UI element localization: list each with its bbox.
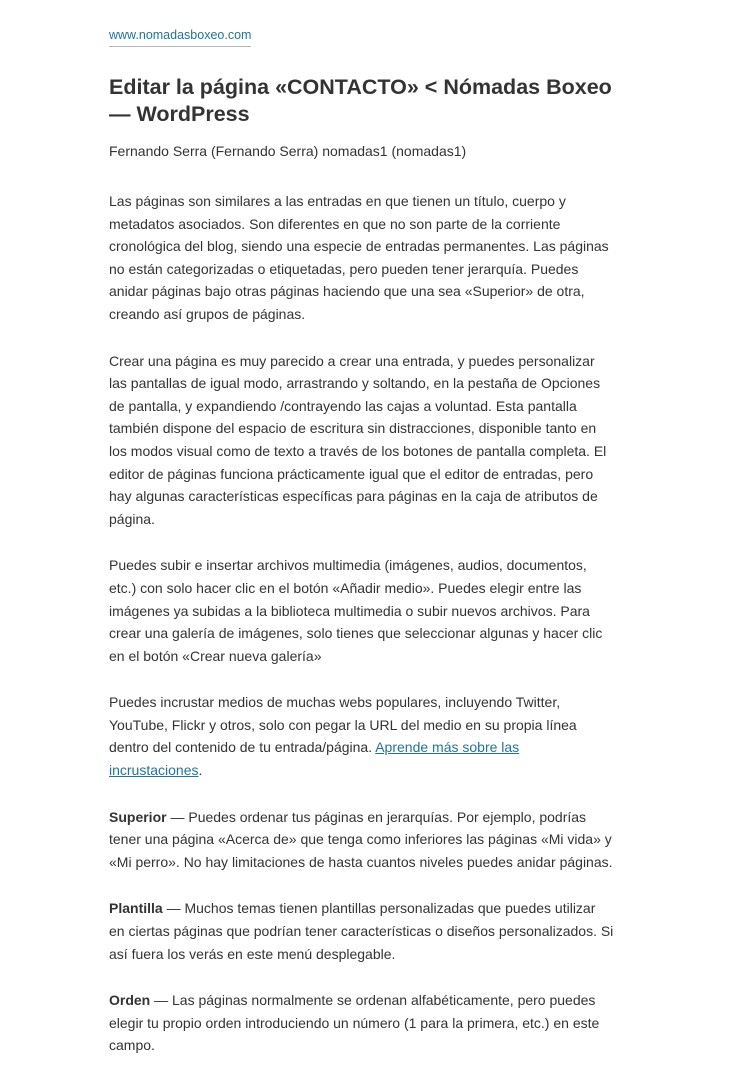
paragraph-pages-intro: Las páginas son similares a las entradas en que tienen un título, cuerpo y metadatos asociados. Son diferentes en que no son parte de la corriente cronológica del blog, siendo una especie de entradas permanentes. Las páginas no están categorizadas o etiquetadas, pero pueden tener jerarquía. Puedes anidar páginas bajo otras páginas haciendo que una sea «Superior» de otra, creando así grupos de páginas. bbox=[109, 193, 609, 322]
embeds-text: Puedes incrustar medios de muchas webs populares, incluyendo Twitter, YouTube, Flickr y otros, solo con pegar la URL del medio en su propia línea dentro del contenido de tu entrada/página. bbox=[109, 694, 577, 756]
paragraph-plantilla bbox=[109, 897, 614, 965]
paragraph-create-page: Crear una página es muy parecido a crear una entrada, y puedes personalizar las pantallas de igual modo, arrastrando y soltando, en la pestaña de Opciones de pantalla, y expandiendo /contrayendo las cajas a voluntad. Esta pantalla también dispone del espacio de escritura sin distracciones, disponible tanto en los modos visual como de texto a través de los botones de pantalla completa. El editor de páginas funciona prácticamente igual que el editor de entradas, pero hay algunas características específicas para páginas en la caja de atributos de página. bbox=[109, 352, 607, 527]
document-content bbox=[109, 26, 614, 1081]
embeds-learn-more-link[interactable]: Aprende más sobre las incrustaciones bbox=[109, 739, 520, 779]
superior-description: — Puedes ordenar tus páginas en jerarquías. Por ejemplo, podrías tener una página «Acerca de» que tenga como inferiores las páginas «Mi vida» y «Mi perro». No hay limitaciones de hasta cuantos niveles puedes anidar páginas. bbox=[109, 808, 613, 870]
embeds-period: . bbox=[198, 762, 203, 779]
plantilla-description: — Muchos temas tienen plantillas personalizadas que puedes utilizar en ciertas páginas que podrían tener características o diseños personalizados. Si así fuera los verás en este menú desplegable. bbox=[109, 900, 614, 962]
article-body bbox=[109, 190, 614, 1057]
paragraph-embeds bbox=[109, 691, 614, 781]
term-orden: Orden bbox=[109, 992, 151, 1009]
byline: Fernando Serra (Fernando Serra) nomadas1 (nomadas1) bbox=[109, 143, 467, 159]
site-link[interactable]: www.nomadasboxeo.com bbox=[109, 27, 251, 47]
paragraph-orden bbox=[109, 989, 614, 1057]
paragraph-media-upload: Puedes subir e insertar archivos multimedia (imágenes, audios, documentos, etc.) con solo hacer clic en el botón «Añadir medio». Puedes elegir entre las imágenes ya subidas a la biblioteca multimedia o subir nuevos archivos. Para crear una galería de imágenes, solo tienes que seleccionar algunas y hacer clic en el botón «Crear nueva galería» bbox=[109, 557, 603, 664]
orden-description: — Las páginas normalmente se ordenan alfabéticamente, pero puedes elegir tu propio orden introduciendo un número (1 para la primera, etc.) en este campo. bbox=[109, 992, 600, 1054]
term-plantilla: Plantilla bbox=[109, 900, 163, 917]
term-superior: Superior bbox=[109, 808, 167, 825]
paragraph-superior bbox=[109, 806, 614, 874]
page-title: Editar la página «CONTACTO» < Nómadas Boxeo — WordPress bbox=[109, 75, 612, 126]
